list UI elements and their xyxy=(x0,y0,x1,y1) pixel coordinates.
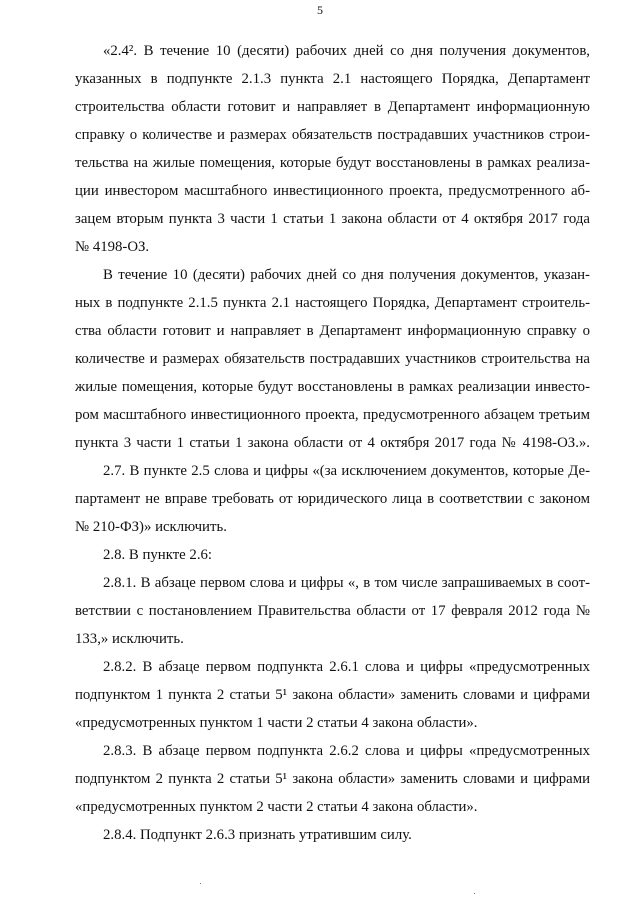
text-line: справку о количестве и размерах обязательств пострадавших участников строи- xyxy=(75,127,590,143)
text-line: 2.8.3. В абзаце первом подпункта 2.6.2 слова и цифры «предусмотренных xyxy=(103,743,590,759)
text-line: № 210-ФЗ)» исключить. xyxy=(75,519,227,535)
text-line: зацем вторым пункта 3 части 1 статьи 1 закона области от 4 октября 2017 года xyxy=(75,211,590,227)
text-line: ции инвестором масштабного инвестиционного проекта, предусмотренного аб- xyxy=(75,183,590,199)
scan-speck xyxy=(474,893,475,894)
text-line: «предусмотренных пунктом 2 части 2 статьи 4 закона области». xyxy=(75,799,478,815)
page-number: 5 xyxy=(317,3,323,17)
text-line: строительства области готовит и направляет в Департамент информационную xyxy=(75,99,590,115)
text-line: указанных в подпункте 2.1.3 пункта 2.1 настоящего Порядка, Департамент xyxy=(75,71,590,87)
text-line: 2.8.4. Подпункт 2.6.3 признать утратившим силу. xyxy=(103,827,412,843)
text-line: ных в подпункте 2.1.5 пункта 2.1 настоящего Порядка, Департамент строитель- xyxy=(75,295,590,311)
scan-speck xyxy=(200,883,201,884)
text-line: ства области готовит и направляет в Департамент информационную справку о xyxy=(75,323,590,339)
text-line: 2.8.2. В абзаце первом подпункта 2.6.1 слова и цифры «предусмотренных xyxy=(103,659,590,675)
text-line: В течение 10 (десяти) рабочих дней со дня получения документов, указан- xyxy=(103,267,590,283)
text-line: 2.8.1. В абзаце первом слова и цифры «, в том числе запрашиваемых в соот- xyxy=(103,575,590,591)
text-line: 133,» исключить. xyxy=(75,631,184,647)
text-line: партамент не вправе требовать от юридического лица в соответствии с законом xyxy=(75,491,590,507)
text-line: подпунктом 1 пункта 2 статьи 5¹ закона области» заменить словами и цифрами xyxy=(75,687,590,703)
text-line: 2.7. В пункте 2.5 слова и цифры «(за исключением документов, которые Де- xyxy=(103,463,590,479)
text-line: пункта 3 части 1 статьи 1 закона области от 4 октября 2017 года № 4198-ОЗ.». xyxy=(75,435,590,451)
text-line: подпунктом 2 пункта 2 статьи 5¹ закона области» заменить словами и цифрами xyxy=(75,771,590,787)
text-line: жилые помещения, которые будут восстановлены в рамках реализации инвесто- xyxy=(75,379,590,395)
text-line: «2.4². В течение 10 (десяти) рабочих дней со дня получения документов, xyxy=(103,43,590,59)
text-line: «предусмотренных пунктом 1 части 2 статьи 4 закона области». xyxy=(75,715,478,731)
text-line: количестве и размерах обязательств пострадавших участников строительства на xyxy=(75,351,590,367)
text-line: № 4198-ОЗ. xyxy=(75,239,150,255)
text-line: 2.8. В пункте 2.6: xyxy=(103,547,213,563)
text-line: ветствии с постановлением Правительства области от 17 февраля 2012 года № xyxy=(75,603,590,619)
text-line: тельства на жилые помещения, которые будут восстановлены в рамках реализа- xyxy=(75,155,590,171)
text-line: ром масштабного инвестиционного проекта, предусмотренного абзацем третьим xyxy=(75,407,590,423)
